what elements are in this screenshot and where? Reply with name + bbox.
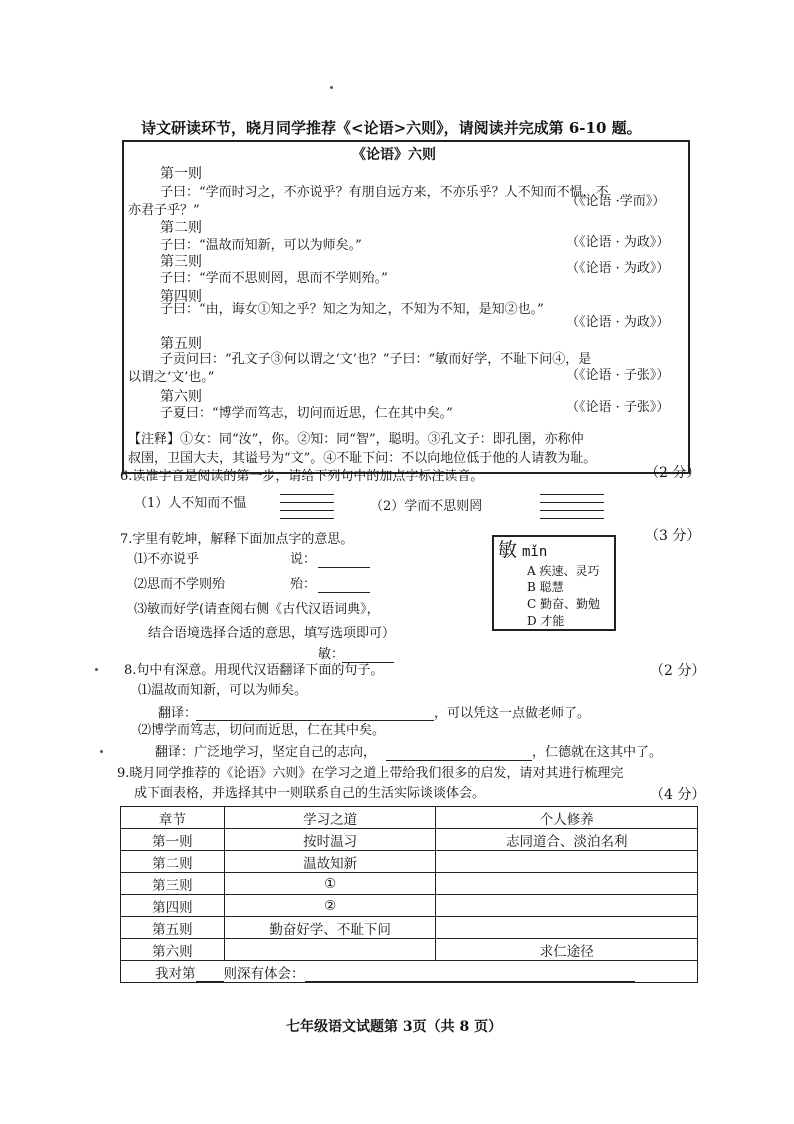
table-cell-learning[interactable] [224,939,436,961]
q8-answer1-blank[interactable] [196,720,434,721]
table-reflection-cell [121,961,698,983]
table-row [121,939,698,961]
passage-note-line1: 【注释】①女：同“汝”，你。②知：同“智”，聪明。③孔文子：即孔圉，亦称仲 [128,432,584,447]
passage-p6-head: 第六则 [160,389,202,405]
table-cell-chapter: 第二则 [121,851,225,873]
q8-trans2-label: 翻译：广泛地学习，坚定自己的志向， [155,745,377,760]
q6-stem: 6.读准字音是阅读的第一步，请给下列句中的加点字标注读音。 [120,469,484,484]
table-cell-chapter: 第一则 [121,829,225,851]
reflection-answer-blank[interactable] [305,969,635,982]
q9-table [120,806,698,983]
dictionary-pinyin: mǐn [522,544,548,560]
table-cell-learning: 按时温习 [224,829,436,851]
q7-item1-char: 说： [290,552,317,567]
q7-item2-char: 殆： [290,577,317,592]
table-header-cell: 个人修养 [436,807,698,829]
page-footer: 七年级语文试题第 3页（共 8 页） [286,1019,503,1035]
table-cell-chapter: 第四则 [121,895,225,917]
table-row [121,895,698,917]
passage-p1-line2: 亦君子乎？” [128,203,200,218]
table-cell-learning: 勤奋好学、不耻下问 [224,917,436,939]
q8-trans1-tail: ，可以凭这一点做老师了。 [434,706,591,721]
passage-note-line2: 叔圉，卫国大夫，其谥号为“文”。④不耻下问：不以向地位低于他的人请教为耻。 [128,451,597,466]
q6-item1: （1）人不知而不愠 [134,496,247,511]
dictionary-option-a: A 疾速、灵巧 [527,564,600,578]
table-cell-cultivation: 志同道合、淡泊名利 [436,829,698,851]
passage-p4-line: 子曰：“由，诲女①知之乎？知之为知之，不知为不知，是知②也。” [160,302,544,317]
passage-p5-line2: 以谓之‘文’也。” [128,370,215,385]
table-cell-learning-blank-1[interactable]: ① [224,873,436,895]
q9-score: （4 分） [650,787,706,803]
passage-p4-source: （《论语 · 为政》） [566,315,670,330]
passage-p2-head: 第二则 [160,220,202,236]
section-intro: 诗文研读环节，晓月同学推荐《<论语>六则》，请阅读并完成第 6-10 题。 [141,119,642,137]
table-cell-chapter: 第五则 [121,917,225,939]
table-cell-cultivation[interactable] [436,917,698,939]
q6-item2: （2）学而不思则罔 [370,499,483,514]
scan-speck [330,86,333,89]
table-row-reflection [121,961,698,983]
table-cell-cultivation: 求仁途径 [436,939,698,961]
table-header-cell: 学习之道 [224,807,436,829]
q7-answer1-blank[interactable] [318,567,370,568]
dictionary-option-d: D 才能 [527,614,565,628]
scan-speck [95,668,98,671]
table-cell-chapter: 第三则 [121,873,225,895]
dictionary-option-b: B 聪慧 [527,580,564,594]
table-row [121,917,698,939]
reflection-chapter-blank[interactable] [196,969,224,982]
q9-stem-line2: 成下面表格，并选择其中一则联系自己的生活实际谈谈体会。 [134,786,486,801]
passage-p6-line: 子夏曰：“博学而笃志，切问而近思，仁在其中矣。” [160,406,453,421]
passage-title: 《论语》六则 [352,147,436,163]
dictionary-option-c: C 勤奋、勤勉 [527,597,600,611]
passage-p1-source: （《论语 ·学而》） [566,194,666,209]
passage-p1-line1: 子曰：“学而时习之，不亦说乎？有朋自远方来，不亦乐乎？人不知而不愠，不 [160,185,609,200]
table-cell-learning-blank-2[interactable]: ② [224,895,436,917]
q7-item3-char: 敏： [318,647,345,662]
passage-p3-line: 子曰：“学而不思则罔，思而不学则殆。” [160,271,388,286]
table-cell-cultivation[interactable] [436,895,698,917]
table-cell-cultivation[interactable] [436,851,698,873]
q8-trans1-label: 翻译： [158,706,198,721]
scan-speck [100,750,103,753]
passage-p2-source: （《论语 · 为政》） [566,235,670,250]
reflection-suffix: 则深有体会： [223,965,305,982]
q7-item3-line2: 结合语境选择合适的意思，填写选项即可） [148,626,396,641]
passage-p4-head: 第四则 [160,289,202,305]
q7-item3-line1: ⑶敏而好学(请查阅右侧《古代汉语词典》， [134,602,380,617]
q8-score: （2 分） [650,663,706,679]
q6-score: （2 分） [645,465,701,481]
q8-item2: ⑵博学而笃志，切问而近思，仁在其中矣。 [138,723,386,738]
passage-p5-head: 第五则 [160,336,202,352]
table-header-row [121,807,698,829]
q7-item2: ⑵思而不学则殆 [134,577,226,592]
table-header-cell: 章节 [121,807,225,829]
q7-score: （3 分） [645,528,701,544]
q7-item1: ⑴不亦说乎 [134,552,200,567]
passage-p5-source: （《论语 · 子张》） [566,368,670,383]
table-row [121,829,698,851]
passage-p1-head: 第一则 [160,166,202,182]
q8-item1: ⑴温故而知新，可以为师矣。 [138,683,308,698]
q8-answer2-blank[interactable] [386,760,532,761]
q8-trans2-tail: ，仁德就在这其中了。 [532,745,663,760]
dictionary-headword: 敏 [498,539,518,561]
q7-answer2-blank[interactable] [318,592,370,593]
table-row [121,873,698,895]
table-cell-cultivation[interactable] [436,873,698,895]
passage-p3-head: 第三则 [160,254,202,270]
passage-p5-line1: 子贡问曰：“孔文子③何以谓之‘文’也？”子曰：“敏而好学，不耻下问④，是 [160,352,592,367]
table-cell-chapter: 第六则 [121,939,225,961]
passage-p6-source: （《论语 · 子张》） [566,400,670,415]
table-cell-learning: 温故知新 [224,851,436,873]
q7-stem: 7.字里有乾坤，解释下面加点字的意思。 [120,532,354,547]
reflection-prefix: 我对第 [155,965,196,982]
q8-stem: 8.句中有深意。用现代汉语翻译下面的句子。 [124,663,384,678]
passage-p2-line: 子曰：“温故而知新，可以为师矣。” [160,238,362,253]
passage-p3-source: （《论语 · 为政》） [566,261,670,276]
q9-stem-line1: 9.晓月同学推荐的《论语》六则》在学习之道上带给我们很多的启发，请对其进行梳理完 [117,766,624,781]
table-row [121,851,698,873]
